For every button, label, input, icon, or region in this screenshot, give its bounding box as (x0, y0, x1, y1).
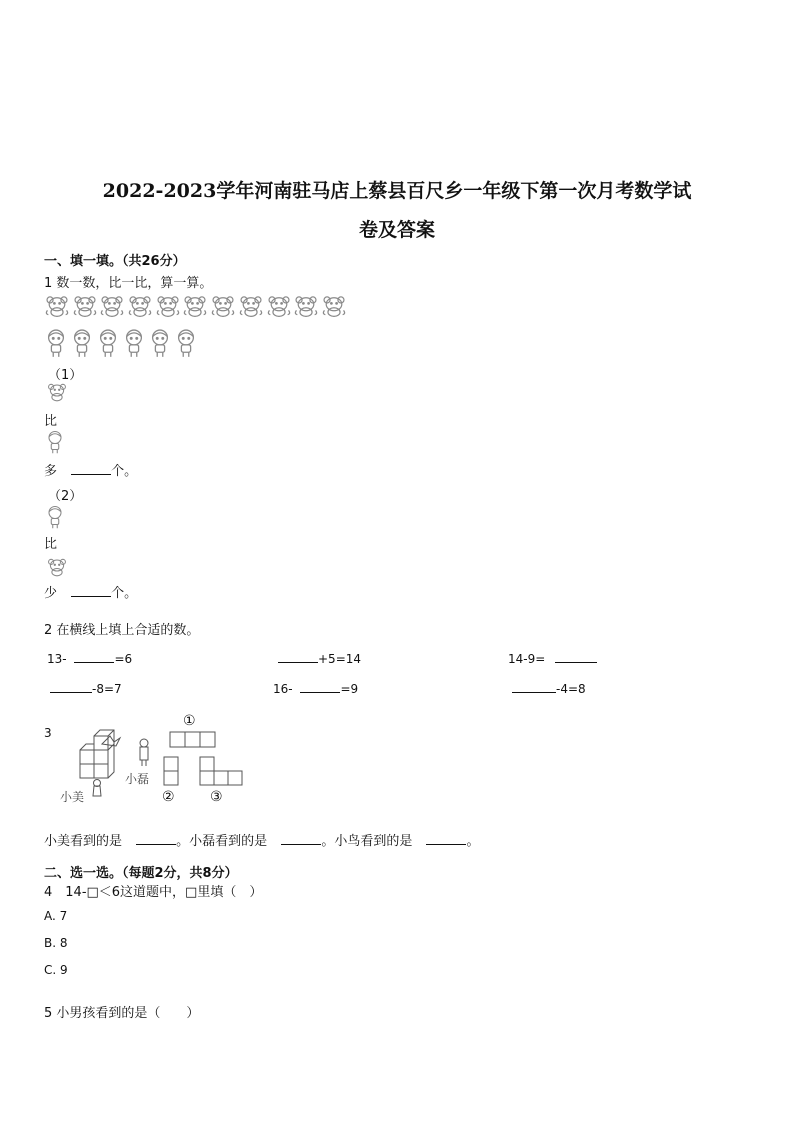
doll-icon (45, 430, 65, 454)
q2-row1-col3 (508, 650, 597, 666)
bear-icon (46, 557, 68, 577)
doll-icon (148, 328, 172, 358)
q2-row2-col3 (512, 680, 586, 696)
part1-suffix: 个。 (111, 464, 138, 479)
q3-circle2: ② (162, 789, 175, 805)
q3-blank-bird[interactable] (426, 832, 466, 845)
q4-option-c[interactable]: C. 9 (44, 963, 68, 977)
q2-r1c3-blank[interactable] (555, 650, 597, 663)
q2-r1c1-left: 13- (47, 652, 67, 666)
bear-row (44, 294, 354, 324)
part1-prefix: 多 (44, 464, 58, 479)
q2-r1c1-blank[interactable] (74, 650, 114, 663)
bear-icon (46, 382, 68, 402)
question5-text: 5 小男孩看到的是（ ） (44, 1006, 200, 1021)
q3-circle1: ① (183, 713, 196, 729)
q2-r2c2-right: =9 (340, 682, 359, 696)
bear-icon (210, 294, 236, 318)
question4-text: 4 14-□＜6这道题中，□里填（ ） (44, 885, 263, 900)
q2-r2c1-right: -8=7 (92, 682, 122, 696)
bear-icon (44, 294, 70, 318)
q2-row2-col1 (50, 680, 122, 696)
q3-answer-xiaolei: 。小磊看到的是 (176, 834, 268, 849)
q4-option-a[interactable]: A. 7 (44, 909, 68, 923)
q3-circle3: ③ (210, 789, 223, 805)
part2-prefix: 少 (44, 586, 58, 601)
q3-blank-xiaomei[interactable] (136, 832, 176, 845)
doll-icon (96, 328, 120, 358)
part2-blank[interactable] (71, 584, 111, 597)
q2-r1c2-blank[interactable] (278, 650, 318, 663)
doll-icon (44, 328, 68, 358)
bear-icon (155, 294, 181, 318)
part1-blank[interactable] (71, 462, 111, 475)
question1-text: 1 数一数，比一比，算一算。 (44, 276, 213, 291)
q2-row1-col2 (278, 650, 361, 666)
q3-answer-xiaomei: 小美看到的是 (44, 834, 123, 849)
part2-bi: 比 (44, 537, 58, 552)
q2-r1c2-right: +5=14 (318, 652, 362, 666)
part1-label: （1） (48, 368, 83, 383)
q3-answer-end: 。 (466, 834, 480, 849)
bear-icon (72, 294, 98, 318)
q3-blank-xiaolei[interactable] (281, 832, 321, 845)
bear-icon (293, 294, 319, 318)
q4-option-b[interactable]: B. 8 (44, 936, 68, 950)
document-title-line1: 2022-2023学年河南驻马店上蔡县百尺乡一年级下第一次月考数学试 (102, 180, 692, 202)
q2-r1c1-right: =6 (114, 652, 133, 666)
doll-row (44, 328, 214, 360)
q2-row1-col1 (47, 650, 132, 666)
doll-icon (122, 328, 146, 358)
q2-r2c2-left: 16- (273, 682, 293, 696)
question2-text: 2 在横线上填上合适的数。 (44, 623, 200, 638)
part2-label: （2） (48, 489, 83, 504)
part2-answer (44, 582, 137, 601)
bear-icon (127, 294, 153, 318)
section2-heading: 二、选一选。（每题2分，共8分） (44, 866, 238, 881)
q2-r1c3-left: 14-9= (508, 652, 546, 666)
bear-icon (182, 294, 208, 318)
doll-icon (45, 505, 65, 529)
question3-number: 3 (44, 726, 52, 740)
q2-r2c2-blank[interactable] (300, 680, 340, 693)
q3-label-xiaomei: 小美 (60, 790, 85, 804)
section1-heading: 一、填一填。（共26分） (44, 254, 186, 269)
bear-icon (266, 294, 292, 318)
q2-r2c3-right: -4=8 (556, 682, 586, 696)
q2-r2c1-blank[interactable] (50, 680, 92, 693)
q2-row2-col2 (273, 680, 358, 696)
q3-answer-bird: 。小鸟看到的是 (321, 834, 413, 849)
doll-icon (70, 328, 94, 358)
q3-label-xiaolei: 小磊 (125, 772, 150, 786)
q2-r2c3-blank[interactable] (512, 680, 556, 693)
part1-answer (44, 460, 137, 479)
doll-icon (174, 328, 198, 358)
bear-icon (321, 294, 347, 318)
part2-suffix: 个。 (111, 586, 138, 601)
bear-icon (99, 294, 125, 318)
document-title-line2: 卷及答案 (358, 219, 435, 241)
q3-answer-line (44, 830, 479, 849)
part1-bi: 比 (44, 414, 58, 429)
bear-icon (238, 294, 264, 318)
